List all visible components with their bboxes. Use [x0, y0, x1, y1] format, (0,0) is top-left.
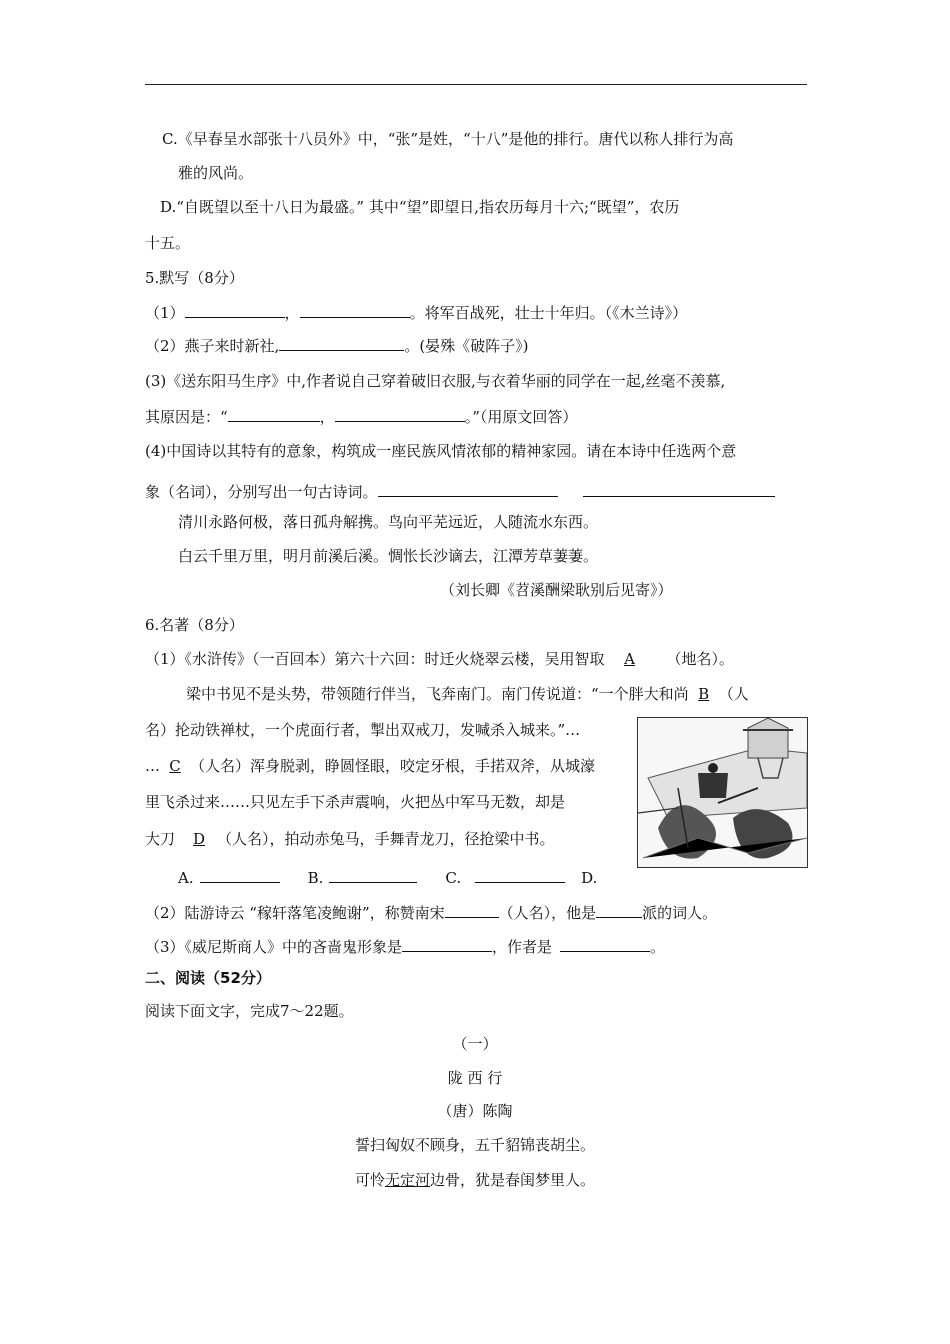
question-6-3	[145, 935, 665, 957]
blank-b: B	[698, 685, 710, 703]
q5-2-label: （2）燕子来时新社,	[145, 337, 280, 355]
question-5-4-line2	[145, 480, 775, 502]
section-2-heading: 二、阅读（52分）	[145, 969, 271, 987]
q5-3-comma: ，	[319, 408, 335, 426]
poem-line-2: 白云千里万里，明月前溪后溪。惆怅长沙谪去，江潭芳草萋萋。	[178, 547, 599, 565]
question-5-1	[145, 301, 687, 323]
passage-text: 大刀	[145, 830, 176, 848]
q5-1-comma: ，	[284, 304, 300, 322]
passage-line-4: 里飞杀过来……只见左手下杀声震响，火把丛中军马无数，却是	[145, 793, 566, 811]
passage-text: 梁中书见不是头势，带领随行伴当，飞奔南门。南门传说道：“一个胖大和尚	[186, 685, 689, 703]
answer-blank[interactable]	[402, 935, 492, 952]
option-d-line1: D.“自既望以至十八日为最盛。” 其中“望”即望日,指农历每月十六;“既望”，农历	[160, 198, 680, 216]
passage-text: （人名），拍动赤兔马，手舞青龙刀，径抢梁中书。	[217, 830, 555, 848]
blank-a: A	[624, 650, 635, 668]
question-6-1	[145, 649, 734, 669]
passage-line-1	[186, 684, 749, 704]
q6-3-text: （3）《威尼斯商人》中的吝啬鬼形象是	[145, 938, 403, 956]
blank-d: D	[193, 830, 206, 848]
q5-1-label: （1）	[145, 304, 185, 322]
question-5-4-line1: (4)中国诗以其特有的意象，构筑成一座民族风情浓郁的精神家园。请在本诗中任选两个意	[145, 442, 737, 460]
q5-2-tail: 。(晏殊《破阵子》)	[404, 337, 529, 355]
part-1-label: （一）	[452, 1035, 498, 1053]
q6-2-text: （2）陆游诗云 “稼轩落笔凌鲍谢”，称赞南宋	[145, 904, 445, 922]
passage-line-3	[145, 756, 595, 776]
poem-author: （唐）陈陶	[437, 1102, 513, 1120]
option-b-label: B.	[307, 869, 324, 887]
answer-blank[interactable]	[596, 901, 642, 918]
section-2-intro: 阅读下面文字，完成7～22题。	[145, 1002, 354, 1020]
question-5-3-line1: (3)《送东阳马生序》中,作者说自己穿着破旧衣服,与衣着华丽的同学在一起,丝毫不羡慕,	[145, 372, 726, 390]
verse-text: 边骨，犹是春闺梦里人。	[430, 1171, 596, 1189]
answer-blank[interactable]	[583, 480, 775, 497]
answer-blank[interactable]	[378, 480, 558, 497]
passage-line-5	[145, 829, 555, 849]
option-c-line2: 雅的风尚。	[178, 164, 254, 182]
q5-3-tail: 。”（用原文回答）	[464, 408, 578, 426]
q6-2-mid: （人名），他是	[498, 904, 597, 922]
answer-blank[interactable]	[475, 866, 565, 883]
q6-2-tail: 派的词人。	[642, 904, 718, 922]
answer-blank[interactable]	[560, 935, 650, 952]
underlined-place: 无定河	[384, 1171, 430, 1189]
answer-blank[interactable]	[329, 866, 417, 883]
answer-blank[interactable]	[300, 301, 410, 318]
passage-text: （人名）浑身脱剥，睁圆怪眼，咬定牙根，手掿双斧，从城濠	[190, 757, 596, 775]
passage-line-2: 名）抡动铁禅杖，一个虎面行者，掣出双戒刀，发喊杀入城来。”…	[145, 721, 581, 739]
poem-source: （刘长卿《苕溪酬梁耿别后见寄》）	[440, 581, 673, 599]
question-5-title: 5.默写（8分）	[145, 269, 244, 287]
question-6-title: 6.名著（8分）	[145, 616, 244, 634]
question-5-3-line2	[145, 405, 577, 427]
header-rule	[145, 84, 807, 85]
battle-illustration	[637, 717, 808, 868]
q5-4-label: 象（名词），分别写出一句古诗词。	[145, 483, 378, 501]
option-a-label: A.	[178, 869, 194, 887]
option-c-label: C.	[445, 869, 462, 887]
q5-1-tail: 。将军百战死，壮士十年归。（《木兰诗》）	[409, 304, 688, 322]
option-c-line1: C.《早春呈水部张十八员外》中，“张”是姓，“十八”是他的排行。唐代以称人排行为高	[162, 130, 734, 148]
question-6-2	[145, 901, 717, 923]
option-d-label: D.	[581, 869, 598, 887]
poem-line-1: 清川永路何极，落日孤舟解携。鸟向平芜远近，人随流水东西。	[178, 513, 599, 531]
answer-blank[interactable]	[200, 866, 280, 883]
q5-3-label: 其原因是：“	[145, 408, 228, 426]
q6-1-tail: （地名）。	[666, 650, 735, 668]
passage-text: …	[145, 757, 160, 775]
answer-blank[interactable]	[185, 301, 285, 318]
poem-verse-2	[0, 1170, 950, 1190]
answer-blank[interactable]	[228, 405, 320, 422]
passage-text: （人	[718, 685, 749, 703]
answer-blank[interactable]	[335, 405, 465, 422]
q6-3-mid: ，作者是	[492, 938, 553, 956]
answer-options	[178, 866, 597, 888]
q6-3-tail: 。	[650, 938, 666, 956]
q6-1-text: （1）《水浒传》（一百回本）第六十六回：时迁火烧翠云楼，吴用智取	[145, 650, 605, 668]
option-d-line2: 十五。	[145, 234, 191, 252]
battle-scene-image	[638, 718, 807, 867]
verse-text: 可怜	[354, 1171, 385, 1189]
poem-verse-1: 誓扫匈奴不顾身，五千貂锦丧胡尘。	[354, 1136, 595, 1154]
answer-blank[interactable]	[445, 901, 499, 918]
question-5-2	[145, 334, 529, 356]
answer-blank[interactable]	[279, 334, 404, 351]
blank-c: C	[169, 757, 181, 775]
poem-title: 陇 西 行	[447, 1069, 503, 1087]
